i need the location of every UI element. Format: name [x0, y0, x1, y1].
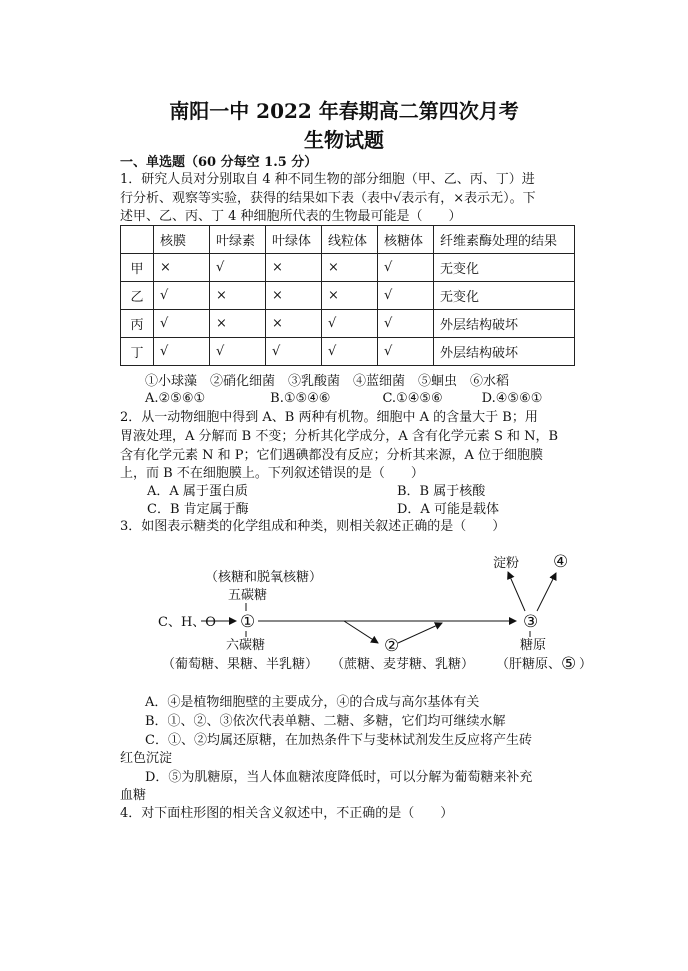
q1-line-3: 述甲、乙、丙、丁 4 种细胞所代表的生物最可能是（ ） — [120, 209, 462, 224]
table-row — [121, 310, 575, 338]
table-header-cell: 纤维素酶处理的结果 — [434, 226, 575, 254]
node-2: ② — [384, 636, 400, 656]
table-cell: √ — [378, 282, 434, 310]
table-cell: × — [322, 254, 378, 282]
q2-option-d: D．A 可能是载体 — [397, 502, 499, 517]
table-cell: 丙 — [121, 310, 154, 338]
q4-stem: 4．对下面柱形图的相关含义叙述中，不正确的是（ ） — [120, 806, 454, 821]
exam-subtitle: 生物试题 — [304, 128, 384, 152]
table-cell: × — [154, 254, 210, 282]
starch-label: 淀粉 — [493, 556, 520, 571]
q2-option-c: C．B 肯定属于酶 — [147, 502, 249, 517]
arrow-2-to-3 — [398, 623, 442, 643]
table-cell: √ — [154, 338, 210, 366]
table-cell: 无变化 — [434, 254, 575, 282]
exam-title: 南阳一中 2022 年春期高二第四次月考 — [169, 99, 519, 123]
q2-option-b: B．B 属于核酸 — [397, 484, 486, 499]
table-header-cell: 线粒体 — [322, 226, 378, 254]
q3-option-c-line-1: C．①、②均属还原糖，在加热条件下与斐林试剂发生反应将产生砖 — [145, 733, 532, 748]
section-heading: 一、单选题（60 分每空 1.5 分） — [120, 155, 318, 170]
table-row — [121, 254, 575, 282]
arrow-3-to-starch — [508, 572, 525, 611]
disaccharide-list: （蔗糖、麦芽糖、乳糖） — [331, 657, 475, 672]
table-header-cell — [121, 226, 154, 254]
q1-options: A.②⑤⑥① B.①⑤④⑥ C.①④⑤⑥ D.④⑤⑥① — [145, 391, 543, 406]
node-3: ③ — [523, 612, 539, 632]
node-4: ④ — [553, 552, 569, 572]
table-cell: √ — [378, 254, 434, 282]
q2-option-a: A．A 属于蛋白质 — [147, 484, 248, 499]
table-cell: 乙 — [121, 282, 154, 310]
table-cell: √ — [378, 310, 434, 338]
elements-label: C、H、O — [158, 615, 216, 630]
hexose-label: 六碳糖 — [226, 638, 266, 653]
table-header-cell: 叶绿素 — [210, 226, 266, 254]
table-cell: √ — [266, 338, 322, 366]
table-cell: 丁 — [121, 338, 154, 366]
table-header-cell: 核糖体 — [378, 226, 434, 254]
cell-comparison-table — [120, 225, 575, 366]
table-cell: √ — [378, 338, 434, 366]
table-cell: × — [322, 282, 378, 310]
sugar-classification-diagram — [0, 545, 688, 680]
table-header-row — [121, 226, 575, 254]
table-cell: × — [266, 254, 322, 282]
arrow-3-to-4 — [537, 573, 556, 611]
q3-option-d-line-1: D．⑤为肌糖原，当人体血糖浓度降低时，可以分解为葡萄糖来补充 — [145, 770, 533, 785]
table-header-cell: 核膜 — [154, 226, 210, 254]
q3-option-a: A．④是植物细胞壁的主要成分，④的合成与高尔基体有关 — [145, 695, 480, 710]
q1-line-2: 行分析、观察等实验，获得的结果如下表（表中√表示有，×表示无）。下 — [120, 191, 536, 206]
q2-line-3: 含有化学元素 N 和 P；它们遇碘都没有反应；分析其来源，A 位于细胞膜 — [120, 448, 544, 463]
table-cell: × — [266, 282, 322, 310]
table-cell: × — [210, 310, 266, 338]
table-cell: √ — [322, 310, 378, 338]
table-cell: 无变化 — [434, 282, 575, 310]
q2-line-1: 2．从一动物细胞中得到 A、B 两种有机物。细胞中 A 的含量大于 B；用 — [120, 410, 538, 425]
table-cell: √ — [322, 338, 378, 366]
q1-line-1: 1．研究人员对分别取自 4 种不同生物的部分细胞（甲、乙、丙、丁）进 — [120, 172, 535, 187]
arrow-to-2 — [344, 621, 378, 643]
glycogen-close: ） — [579, 657, 593, 672]
hexose-list: （葡萄糖、果糖、半乳糖） — [162, 657, 319, 672]
table-cell: 外层结构破坏 — [434, 310, 575, 338]
q2-line-2: 胃液处理，A 分解而 B 不变；分析其化学成分，A 含有化学元素 S 和 N，B — [120, 429, 559, 444]
glycogen-label: 糖原 — [520, 638, 547, 653]
q3-option-d-line-2: 血糖 — [120, 788, 147, 803]
node-5: ⑤ — [561, 654, 577, 674]
glycogen-list: （肝糖原、 — [496, 657, 562, 672]
q3-option-b: B．①、②、③依次代表单糖、二糖、多糖，它们均可继续水解 — [145, 714, 506, 729]
table-cell: × — [266, 310, 322, 338]
table-cell: √ — [210, 338, 266, 366]
table-cell: 甲 — [121, 254, 154, 282]
table-cell: 外层结构破坏 — [434, 338, 575, 366]
table-cell: × — [210, 282, 266, 310]
q3-option-c-line-2: 红色沉淀 — [120, 751, 173, 766]
node-1: ① — [240, 612, 256, 632]
table-header-cell: 叶绿体 — [266, 226, 322, 254]
table-row — [121, 338, 575, 366]
table-cell: √ — [154, 310, 210, 338]
table-cell: √ — [210, 254, 266, 282]
table-row — [121, 282, 575, 310]
q1-organism-list: ①小球藻 ②硝化细菌 ③乳酸菌 ④蓝细菌 ⑤蛔虫 ⑥水稻 — [145, 374, 510, 389]
table-cell: √ — [154, 282, 210, 310]
q2-line-4: 上，而 B 不在细胞膜上。下列叙述错误的是（ ） — [120, 466, 424, 481]
q3-stem: 3．如图表示糖类的化学组成和种类，则相关叙述正确的是（ ） — [120, 519, 506, 534]
pentose-label: 五碳糖 — [228, 588, 268, 603]
ribose-label: （核糖和脱氧核糖） — [205, 570, 323, 585]
